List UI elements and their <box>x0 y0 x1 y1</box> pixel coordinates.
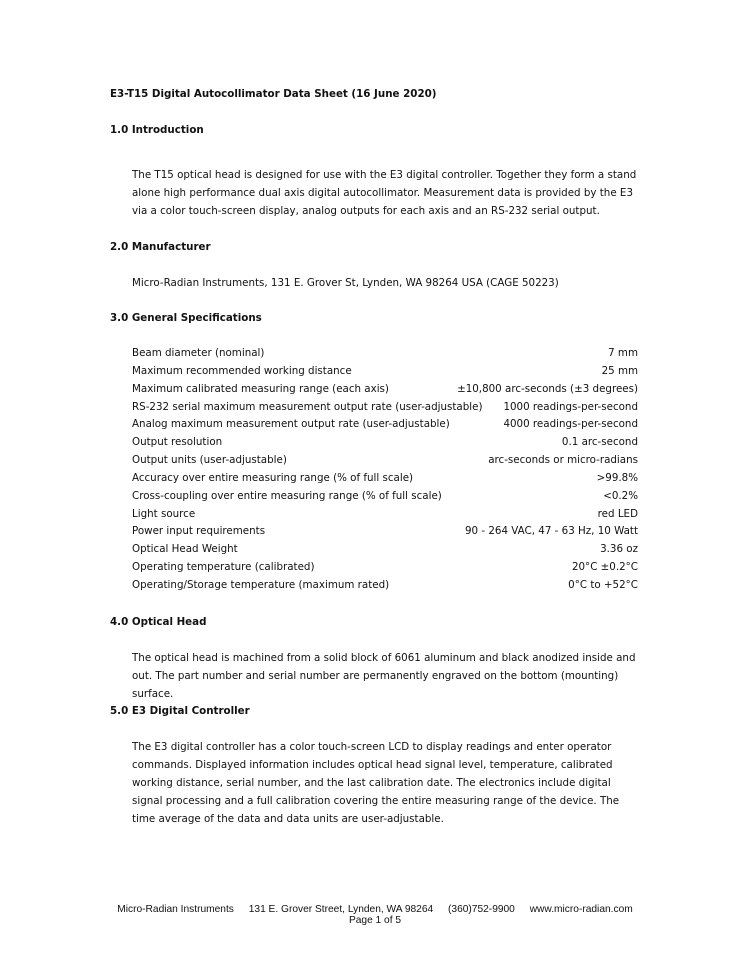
section-heading-digital-controller: 5.0 E3 Digital Controller <box>110 705 250 717</box>
spec-value: >99.8% <box>596 471 638 484</box>
footer-website: www.micro-radian.com <box>529 904 633 915</box>
page-footer <box>0 904 750 926</box>
spec-value: 1000 readings-per-second <box>503 400 638 413</box>
section-heading-introduction: 1.0 Introduction <box>110 124 204 136</box>
spec-label: Accuracy over entire measuring range (% of full scale) <box>132 471 414 484</box>
spec-row <box>132 416 638 434</box>
spec-label: Cross-coupling over entire measuring range (% of full scale) <box>132 489 442 502</box>
spec-value: 25 mm <box>601 364 638 377</box>
spec-row <box>132 577 638 595</box>
spec-value: <0.2% <box>603 489 638 502</box>
page-number: Page 1 of 5 <box>348 915 402 926</box>
spec-label: RS-232 serial maximum measurement output rate (user-adjustable) <box>132 400 483 413</box>
spec-row <box>132 541 638 559</box>
spec-value: 0.1 arc-second <box>561 436 638 449</box>
spec-label: Optical Head Weight <box>132 543 238 556</box>
spec-value: ±10,800 arc-seconds (±3 degrees) <box>457 382 638 395</box>
spec-value: 7 mm <box>608 347 638 359</box>
spec-value: 3.36 oz <box>600 543 638 556</box>
spec-value: arc-seconds or micro-radians <box>488 454 638 467</box>
digital-controller-paragraph: The E3 digital controller has a color touch-screen LCD to display readings and enter operator commands. Displayed information includes optical head signal level, temperature, calibrated working distance, serial number, and the last calibration date. The electronics include digital signal processing and a full calibration covering the entire measuring range of the device. The time average of the data and data units are user-adjustable. <box>132 741 620 825</box>
optical-head-paragraph: The optical head is machined from a solid block of 6061 aluminum and black anodized inside and out. The part number and serial number are permanently engraved on the bottom (mounting) surface. <box>132 652 636 700</box>
footer-company: Micro-Radian Instruments <box>117 904 234 915</box>
spec-row <box>132 523 638 541</box>
section-heading-optical-head: 4.0 Optical Head <box>110 616 207 628</box>
document-title: E3-T15 Digital Autocollimator Data Sheet (16 June 2020) <box>110 88 437 100</box>
introduction-paragraph: The T15 optical head is designed for use with the E3 digital controller. Together they form a stand alone high performance dual axis digital autocollimator. Measurement data is provided by the E3 via a color touch-screen display, analog outputs for each axis and an RS-232 serial output. <box>132 169 637 217</box>
spec-row <box>132 363 638 381</box>
spec-value: 0°C to +52°C <box>568 578 638 591</box>
spec-label: Light source <box>132 507 196 520</box>
spec-row <box>132 470 638 488</box>
spec-label: Maximum calibrated measuring range (each axis) <box>132 382 389 395</box>
spec-row <box>132 434 638 452</box>
spec-row <box>132 488 638 506</box>
spec-row <box>132 559 638 577</box>
spec-label: Operating/Storage temperature (maximum rated) <box>132 578 390 591</box>
spec-value: 4000 readings-per-second <box>503 418 638 431</box>
specifications-table <box>132 345 638 595</box>
spec-label: Beam diameter (nominal) <box>132 347 265 359</box>
spec-value: 20°C ±0.2°C <box>571 561 638 574</box>
spec-value: red LED <box>597 507 638 520</box>
spec-label: Output units (user-adjustable) <box>132 454 287 467</box>
section-heading-manufacturer: 2.0 Manufacturer <box>110 241 211 253</box>
footer-address: 131 E. Grover Street, Lynden, WA 98264 <box>248 904 434 915</box>
footer-contact-line <box>0 904 750 915</box>
spec-label: Output resolution <box>132 436 223 449</box>
manufacturer-paragraph: Micro-Radian Instruments, 131 E. Grover St, Lynden, WA 98264 USA (CAGE 50223) <box>132 277 559 289</box>
spec-label: Operating temperature (calibrated) <box>132 561 315 574</box>
spec-label: Power input requirements <box>132 525 266 538</box>
spec-row <box>132 381 638 399</box>
section-heading-specifications: 3.0 General Specifications <box>110 312 262 324</box>
spec-row <box>132 399 638 417</box>
spec-value: 90 - 264 VAC, 47 - 63 Hz, 10 Watt <box>465 525 638 538</box>
spec-row <box>132 345 638 363</box>
spec-label: Analog maximum measurement output rate (user-adjustable) <box>132 418 450 431</box>
spec-row <box>132 452 638 470</box>
spec-label: Maximum recommended working distance <box>132 364 352 377</box>
footer-phone: (360)752-9900 <box>448 904 515 915</box>
spec-row <box>132 506 638 524</box>
